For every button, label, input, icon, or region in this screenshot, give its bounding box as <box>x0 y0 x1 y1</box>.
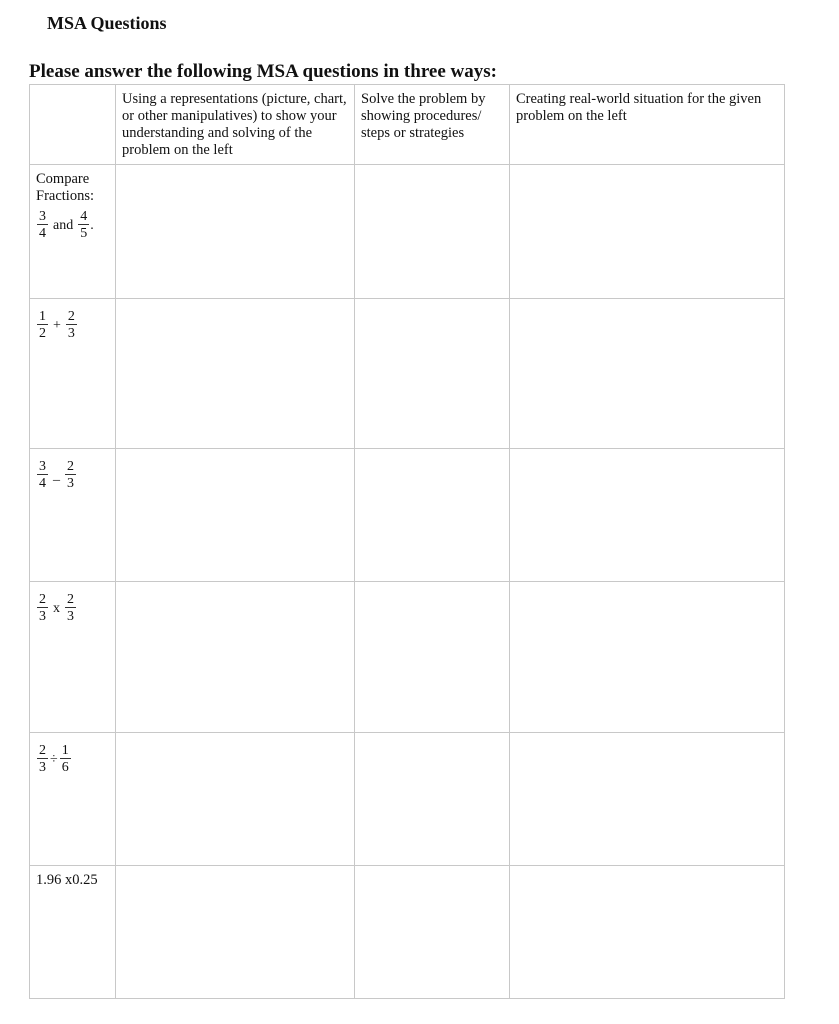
header-cell-representation <box>116 85 355 165</box>
fraction-numerator: 2 <box>39 743 46 758</box>
problem-cell-subtraction <box>30 449 116 582</box>
fraction-numerator: 2 <box>67 592 74 607</box>
problem-cell-multiplication <box>30 582 116 733</box>
fraction-denominator: 4 <box>39 226 46 241</box>
problem-label-line2: Fractions: <box>36 188 94 204</box>
fraction-denominator: 3 <box>39 609 46 624</box>
msa-questions-table <box>29 84 785 999</box>
fraction-denominator: 2 <box>39 326 46 341</box>
answer-cell-procedure[interactable] <box>355 165 510 299</box>
header-cell-procedure <box>355 85 510 165</box>
answer-cell-representation[interactable] <box>116 165 355 299</box>
answer-cell-representation[interactable] <box>116 866 355 999</box>
fraction-expression <box>36 592 109 624</box>
problem-cell-division <box>30 733 116 866</box>
answer-cell-representation[interactable] <box>116 449 355 582</box>
operator: and <box>53 217 74 233</box>
fraction-a <box>37 209 48 241</box>
answer-cell-real-world[interactable] <box>510 299 785 449</box>
answer-cell-real-world[interactable] <box>510 582 785 733</box>
answer-cell-procedure[interactable] <box>355 733 510 866</box>
answer-cell-representation[interactable] <box>116 733 355 866</box>
fraction-a <box>37 592 48 624</box>
fraction-numerator: 1 <box>39 309 46 324</box>
operator: x <box>53 600 60 616</box>
fraction-numerator: 2 <box>67 459 74 474</box>
period: . <box>90 217 94 233</box>
decimal-problem-text: 1.96 x0.25 <box>36 872 98 888</box>
fraction-denominator: 4 <box>39 476 46 491</box>
fraction-b <box>65 592 76 624</box>
header-procedure-text: Solve the problem by showing procedures/ steps or strategies <box>361 91 486 141</box>
problem-cell-compare <box>30 165 116 299</box>
table-row <box>30 733 785 866</box>
answer-cell-real-world[interactable] <box>510 733 785 866</box>
fraction-denominator: 3 <box>67 326 75 341</box>
table-row <box>30 449 785 582</box>
header-cell-real-world <box>510 85 785 165</box>
table-row <box>30 299 785 449</box>
fraction-numerator: 1 <box>61 743 69 758</box>
fraction-b <box>60 743 71 775</box>
answer-cell-procedure[interactable] <box>355 866 510 999</box>
fraction-a <box>37 459 48 491</box>
fraction-expression <box>36 209 109 241</box>
table-row <box>30 866 785 999</box>
fraction-b <box>78 209 89 241</box>
table-row <box>30 582 785 733</box>
answer-cell-procedure[interactable] <box>355 582 510 733</box>
answer-cell-real-world[interactable] <box>510 165 785 299</box>
answer-cell-representation[interactable] <box>116 582 355 733</box>
operator: _ <box>53 467 60 483</box>
answer-cell-real-world[interactable] <box>510 866 785 999</box>
fraction-denominator: 5 <box>80 226 88 241</box>
table-header-row <box>30 85 785 165</box>
fraction-denominator: 6 <box>61 760 69 775</box>
fraction-numerator: 2 <box>39 592 46 607</box>
instructions-heading: Please answer the following MSA questions in three ways: <box>29 61 497 82</box>
fraction-a <box>37 309 48 341</box>
document-title: MSA Questions <box>47 13 167 33</box>
table-row <box>30 165 785 299</box>
header-representation-text: Using a representations (picture, chart, or other manipulatives) to show your understanding and solving of the problem on the left <box>122 91 347 158</box>
problem-label-line1: Compare <box>36 171 90 187</box>
fraction-denominator: 3 <box>67 476 74 491</box>
header-cell-problem <box>30 85 116 165</box>
fraction-b <box>65 459 76 491</box>
fraction-b <box>66 309 77 341</box>
operator: + <box>53 317 61 333</box>
fraction-expression <box>36 743 109 775</box>
answer-cell-procedure[interactable] <box>355 299 510 449</box>
answer-cell-real-world[interactable] <box>510 449 785 582</box>
fraction-denominator: 3 <box>67 609 74 624</box>
fraction-numerator: 3 <box>39 209 46 224</box>
answer-cell-representation[interactable] <box>116 299 355 449</box>
problem-cell-decimal <box>30 866 116 999</box>
answer-cell-procedure[interactable] <box>355 449 510 582</box>
fraction-numerator: 2 <box>67 309 75 324</box>
fraction-a <box>37 743 48 775</box>
fraction-denominator: 3 <box>39 760 46 775</box>
operator: ÷ <box>50 751 58 767</box>
fraction-numerator: 4 <box>80 209 88 224</box>
header-real-world-text: Creating real-world situation for the given problem on the left <box>516 91 762 124</box>
fraction-numerator: 3 <box>39 459 46 474</box>
fraction-expression <box>36 459 109 491</box>
problem-cell-addition <box>30 299 116 449</box>
fraction-expression <box>36 309 109 341</box>
